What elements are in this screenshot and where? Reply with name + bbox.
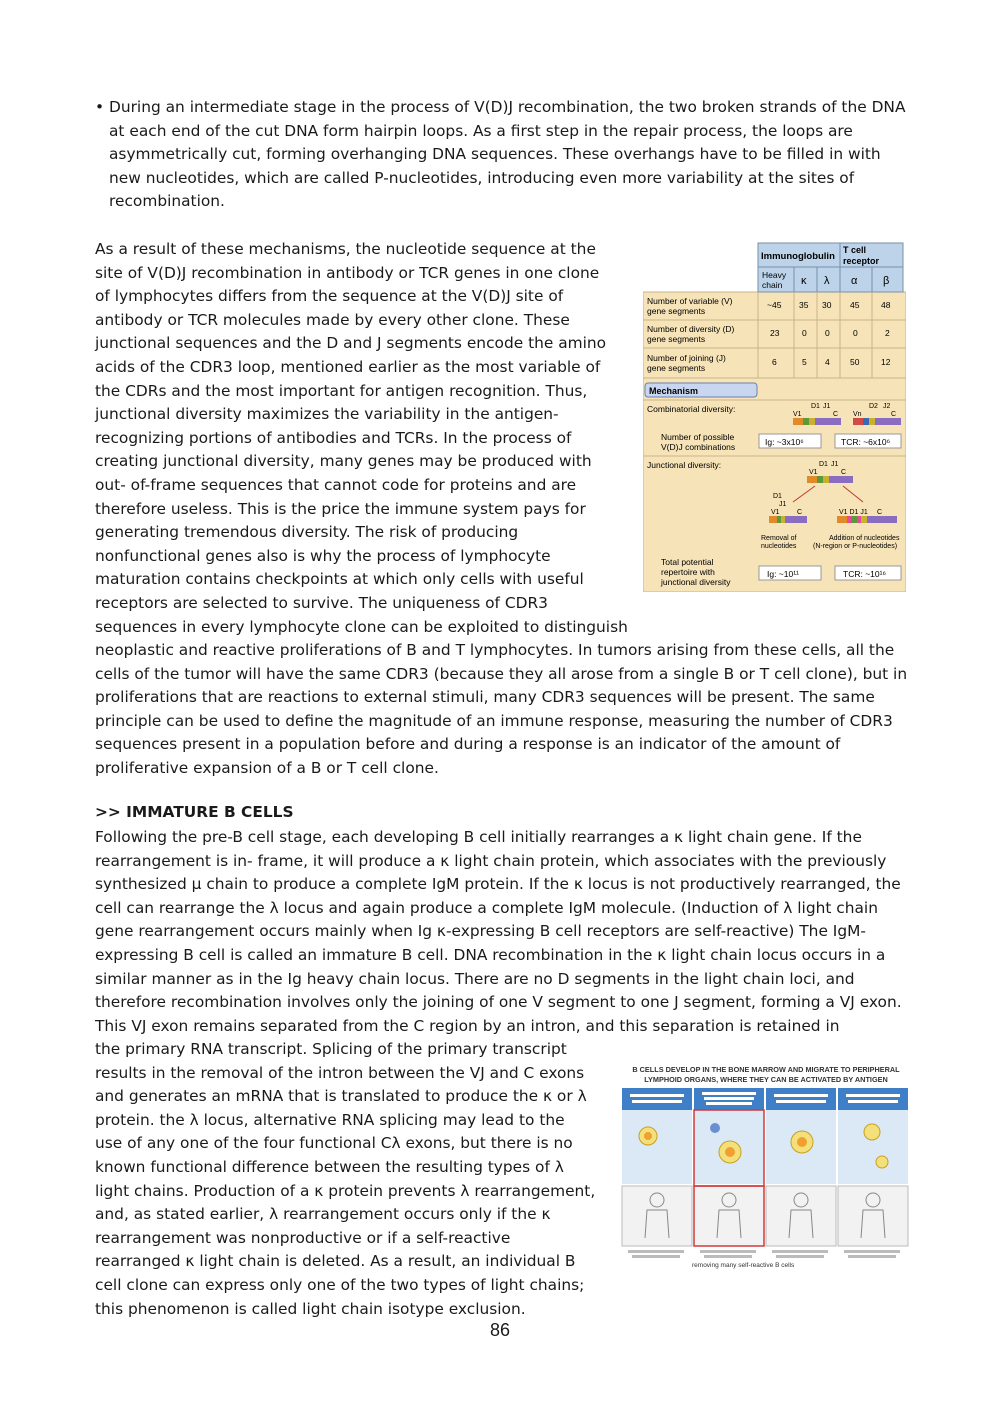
addition-label-2: (N-region or P-nucleotides) xyxy=(813,543,898,550)
diversity-table-svg xyxy=(643,240,906,592)
figure-title-1: B CELLS DEVELOP IN THE BONE MARROW AND MIGRATE TO PERIPHERAL xyxy=(632,1065,900,1074)
row2-val: 0 xyxy=(853,328,858,338)
panel-backgrounds xyxy=(622,1110,908,1184)
possible-label-1: Number of possible xyxy=(661,432,735,442)
text-line: cell clone can express only one of the two types of light chains; xyxy=(95,1275,585,1294)
seg-label: J1 xyxy=(831,461,839,468)
row1-label-1: Number of variable (V) xyxy=(647,296,733,306)
ig-total: Ig: ~10¹¹ xyxy=(767,569,799,579)
text-line: out- of-frame sequences that cannot code for proteins and are xyxy=(95,475,577,494)
seg-label: V1 D1 J1 xyxy=(839,509,868,516)
text-line: maturation contains checkpoints at which only cells with useful xyxy=(95,570,584,589)
seg-label: D1 xyxy=(819,461,828,468)
tcr-total: TCR: ~10¹⁶ xyxy=(843,569,886,579)
tcr-combinations: TCR: ~6x10⁶ xyxy=(841,437,891,447)
figure-b-cell-development xyxy=(620,1062,912,1272)
text-line: rearranged κ light chain is deleted. As a result, an individual B xyxy=(95,1252,576,1271)
row3-val: 4 xyxy=(825,357,830,367)
row3-val: 12 xyxy=(881,357,891,367)
segment-v xyxy=(853,418,863,425)
row3-val: 50 xyxy=(850,357,860,367)
seg-label: C xyxy=(877,509,883,516)
row3-val: 5 xyxy=(802,357,807,367)
segment-d xyxy=(863,418,869,425)
text-line: antibody or TCR molecules made by every other clone. These xyxy=(95,310,570,329)
header-alpha-label: α xyxy=(851,275,858,287)
row2-val: 2 xyxy=(885,328,890,338)
possible-label-2: V(D)J combinations xyxy=(661,442,736,452)
text-line: and generates an mRNA that is translated to produce the κ or λ xyxy=(95,1087,587,1106)
text-line: creating junctional diversity, many genes may be produced with xyxy=(95,452,592,471)
header-heavy-2: chain xyxy=(762,280,783,290)
seg-label: J2 xyxy=(883,403,891,410)
b-cell-figure-svg xyxy=(620,1062,912,1272)
header-ig-label: Immunoglobulin xyxy=(761,251,835,262)
combinatorial-label: Combinatorial diversity: xyxy=(647,404,736,414)
seg-label: J1 xyxy=(779,501,787,508)
text-line: the primary RNA transcript. Splicing of the primary transcript xyxy=(95,1040,567,1058)
total-label-3: junctional diversity xyxy=(661,577,731,587)
header-beta-label: β xyxy=(883,275,890,287)
removal-label-1: Removal of xyxy=(761,535,797,542)
header-heavy-1: Heavy xyxy=(762,270,787,280)
text-line: known functional difference between the resulting types of λ xyxy=(95,1157,564,1176)
text-line: receptors are selected to survive. The uniqueness of CDR3 xyxy=(95,593,548,612)
row2-val: 23 xyxy=(770,328,780,338)
total-label-1: Total potential xyxy=(661,557,714,567)
bullet-text: During an intermediate stage in the process of V(D)J recombination, the two broken strands of the DNA at each end of the cut DNA form hairpin loops. As a first step in the repair process, the loops are asymmetrically cut, forming overhanging DNA sequences. These overhangs have to be filled in with new nucleotides, which are called P-nucleotides, introducing even more variability at the sites of recombination. xyxy=(109,98,906,211)
mechanism-label: Mechanism xyxy=(649,386,699,396)
text-line: therefore useless. This is the price the immune system pays for xyxy=(95,499,586,518)
seg-label: Vn xyxy=(853,411,862,418)
text-line: light chains. Production of a κ protein prevents λ rearrangement, xyxy=(95,1181,596,1200)
seg-label: C xyxy=(891,411,897,418)
ig-combinations: Ig: ~3x10⁶ xyxy=(765,437,804,447)
figure-caption: removing many self-reactive B cells xyxy=(692,1262,795,1269)
row2-val: 0 xyxy=(825,328,830,338)
figure-diversity-table xyxy=(643,240,906,592)
text-line: use of any one of the four functional Cλ exons, but there is no xyxy=(95,1134,573,1153)
seg-label: C xyxy=(841,469,847,476)
segment-j xyxy=(869,418,875,425)
segment-j xyxy=(809,418,815,425)
text-line: acids of the CDR3 loop, mentioned earlier as the most variable of xyxy=(95,357,601,376)
body-panels xyxy=(622,1186,908,1246)
text-line: results in the removal of the intron between the VJ and C exons xyxy=(95,1063,585,1082)
panel-headers xyxy=(622,1088,908,1110)
row2-label-1: Number of diversity (D) xyxy=(647,324,735,334)
header-tcr-label-2: receptor xyxy=(843,256,880,266)
section-heading: >> IMMATURE B CELLS xyxy=(95,803,294,821)
seg-label: V1 xyxy=(809,469,818,476)
page-number: 86 xyxy=(489,1320,511,1340)
text-line: As a result of these mechanisms, the nucleotide sequence at the xyxy=(95,240,596,258)
paragraph-immature-b-cells: Following the pre-B cell stage, each developing B cell initially rearranges a κ light chain gene. If the rearrangement is in- frame, it will produce a κ light chain protein, which associates with the previously synthesized μ chain to produce a complete IgM protein. If the κ locus is not productively rearranged, the cell can rearrange the λ locus and again produce a complete IgM molecule. (Induction of λ light chain gene rearrangement occurs mainly when Ig κ-expressing B cell receptors are self-reactive) The IgM-expressing B cell is called an immature B cell. DNA recombination in the κ light chain locus occurs in a similar manner as in the Ig heavy chain locus. There are no D segments in the light chain loci, and therefore recombination involves only the joining of one V segment to one J segment, forming a VJ exon. This VJ exon remains separated from the C region by an intron, and this separation is retained in xyxy=(95,828,902,1035)
row1-val: 45 xyxy=(850,300,860,310)
seg-label: C xyxy=(833,411,839,418)
text-line: and, as stated earlier, λ rearrangement occurs only if the κ xyxy=(95,1205,551,1224)
header-lambda-label: λ xyxy=(824,275,830,287)
bullet-marker: • xyxy=(95,98,105,116)
text-line: recognizing portions of antibodies and TCRs. In the process of xyxy=(95,428,572,447)
row2-val: 0 xyxy=(802,328,807,338)
header-kappa-label: κ xyxy=(801,275,807,287)
removal-label-2: nucleotides xyxy=(761,543,797,550)
caption-lines xyxy=(628,1250,900,1258)
row3-val: 6 xyxy=(772,357,777,367)
text-line: the CDRs and the most important for antigen recognition. Thus, xyxy=(95,381,588,400)
row1-val: ~45 xyxy=(767,300,782,310)
paragraph-junctional-diversity xyxy=(95,238,635,639)
text-line: junctional sequences and the D and J segments encode the amino xyxy=(95,334,607,353)
text-line: protein. the λ locus, alternative RNA splicing may lead to the xyxy=(95,1110,565,1129)
figure-title-2: LYMPHOID ORGANS, WHERE THEY CAN BE ACTIVATED BY ANTIGEN xyxy=(644,1075,888,1084)
segment-c xyxy=(815,418,841,425)
row3-label-2: gene segments xyxy=(647,363,706,373)
paragraph-cdr3-tail: neoplastic and reactive proliferations of B and T lymphocytes. In tumors arising from these cells, all the cells of the tumor will have the same CDR3 (because they all arose from a single B or T cell clone), but in proliferations that are reactions to external stimuli, many CDR3 sequences will be present. The same principle can be used to define the magnitude of an immune response, measuring the number of CDR3 sequences present in a population before and during a response is an indicator of the amount of proliferative expansion of a B or T cell clone. xyxy=(95,641,908,777)
segment-d xyxy=(803,418,809,425)
row1-label-2: gene segments xyxy=(647,306,706,316)
seg-label: C xyxy=(797,509,803,516)
text-line: this phenomenon is called light chain isotype exclusion. xyxy=(95,1299,526,1318)
seg-label: D1 xyxy=(773,493,782,500)
row1-val: 30 xyxy=(822,300,832,310)
text-line: rearrangement was nonproductive or if a self-reactive xyxy=(95,1228,511,1247)
seg-label: V1 xyxy=(771,509,780,516)
text-line: sequences in every lymphocyte clone can be exploited to distinguish xyxy=(95,617,628,636)
row1-val: 35 xyxy=(799,300,809,310)
row3-label-1: Number of joining (J) xyxy=(647,353,726,363)
junctional-label: Junctional diversity: xyxy=(647,460,722,470)
text-line: nonfunctional genes also is why the process of lymphocyte xyxy=(95,546,551,565)
seg-label: J1 xyxy=(823,403,831,410)
text-line: site of V(D)J recombination in antibody or TCR genes in one clone xyxy=(95,263,600,282)
paragraph-light-chain xyxy=(95,1038,615,1321)
header-tcr-label-1: T cell xyxy=(843,245,867,255)
seg-label: D2 xyxy=(869,403,878,410)
row1-val: 48 xyxy=(881,300,891,310)
seg-label: D1 xyxy=(811,403,820,410)
segment-v xyxy=(793,418,803,425)
text-line: of lymphocytes differs from the sequence at the V(D)J site of xyxy=(95,287,564,306)
row2-label-2: gene segments xyxy=(647,334,706,344)
total-label-2: repertoire with xyxy=(661,567,715,577)
text-line: junctional diversity maximizes the variability in the antigen- xyxy=(95,405,559,424)
addition-label-1: Addition of nucleotides xyxy=(829,535,900,542)
text-line: generating tremendous diversity. The risk of producing xyxy=(95,523,519,542)
seg-label: V1 xyxy=(793,411,802,418)
bullet-paragraph xyxy=(95,96,915,214)
segment-c xyxy=(875,418,901,425)
